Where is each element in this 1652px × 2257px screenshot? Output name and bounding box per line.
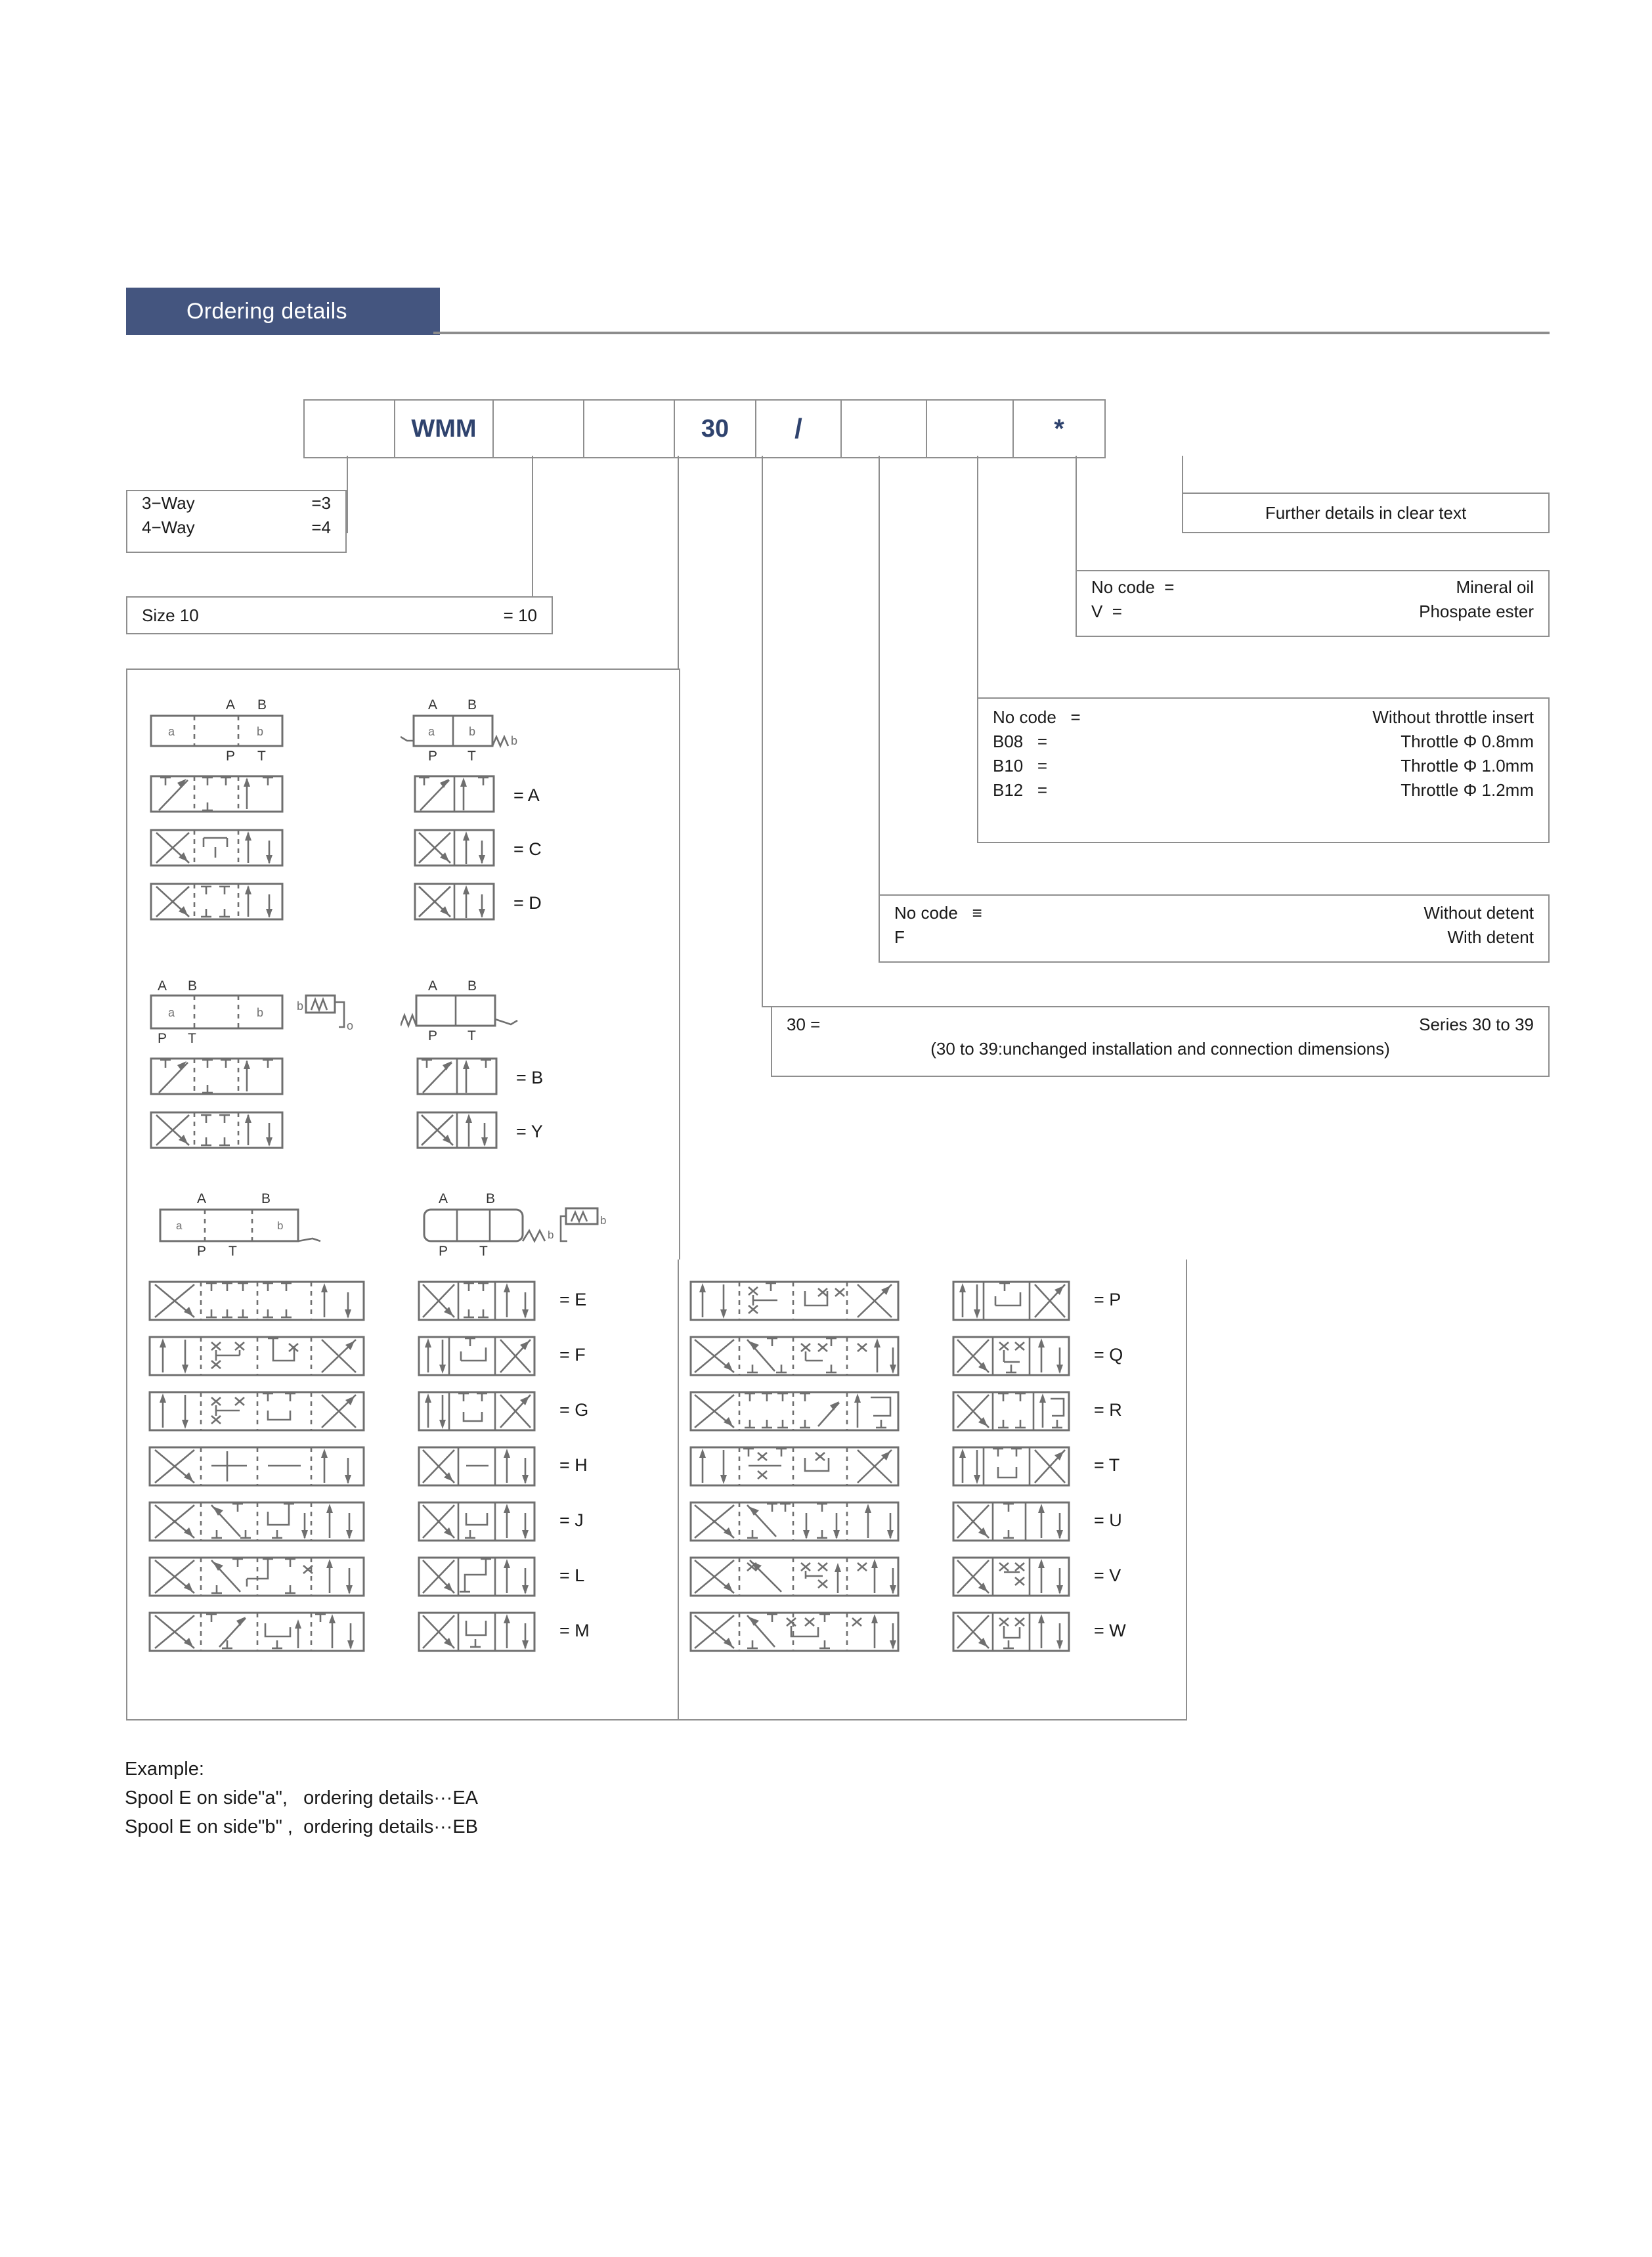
detent-row-0-key: No code ≡: [894, 903, 982, 923]
order-code-cell-3[interactable]: [584, 401, 675, 457]
port-label-P-g3r: P: [439, 1244, 448, 1259]
order-code-cell-8[interactable]: *: [1054, 414, 1064, 443]
order-code-cell-1[interactable]: WMM: [395, 401, 494, 457]
throttle-row-3-value: Throttle Φ 1.2mm: [1401, 779, 1534, 800]
spool-symbol-P: [952, 1279, 1070, 1323]
valve-actuator-left-g1: [148, 708, 286, 754]
valve-actuator-left-g3: [158, 1207, 374, 1249]
spool-code-V: = V: [1094, 1566, 1121, 1585]
spool-code-M: = M: [559, 1621, 590, 1640]
svg-text:a: a: [176, 1219, 183, 1232]
spool-symbol-wide-Q: [689, 1334, 900, 1378]
port-label-B-g2r: B: [467, 978, 477, 994]
spool-symbol-left-C: [148, 827, 286, 868]
spool-group-2-coded: [297, 978, 544, 1141]
leader-detent-vert: [879, 456, 880, 894]
throttle-row-2-key: B10 =: [993, 755, 1048, 776]
fluid-row-0: [1077, 575, 1548, 600]
spool-code-W: = W: [1094, 1621, 1126, 1640]
spool-symbol-E: [418, 1279, 536, 1323]
throttle-row-0-key: No code =: [993, 707, 1081, 727]
spool-code-A: = A: [513, 785, 540, 805]
detent-row-0: [880, 901, 1548, 925]
svg-text:b: b: [277, 1219, 284, 1232]
port-label-A-g3: A: [197, 1191, 207, 1206]
leader-fluid-vert: [1076, 456, 1077, 570]
spool-code-R: = R: [1094, 1400, 1122, 1420]
spool-symbol-wide-P: [689, 1279, 900, 1323]
spool-symbol-Y: [416, 1110, 498, 1150]
port-label-P-g2: P: [158, 1031, 167, 1046]
port-label-B-g2: B: [188, 978, 198, 994]
spool-code-C: = C: [513, 839, 542, 859]
spool-symbol-wide-H: [148, 1445, 365, 1488]
spool-code-P: = P: [1094, 1290, 1121, 1309]
detent-row-0-value: Without detent: [1424, 903, 1534, 923]
throttle-row-0: [978, 705, 1548, 730]
spool-symbol-wide-W: [689, 1610, 900, 1654]
spool-symbol-wide-T: [689, 1445, 900, 1488]
ways-row-0: [127, 491, 345, 515]
leader-series-horz: [762, 1006, 771, 1007]
valve-actuator-right-g1: [401, 708, 519, 754]
order-code-cell-5[interactable]: /: [756, 401, 842, 457]
port-label-P-g1r: P: [428, 749, 438, 764]
fluid-row-1-key: V =: [1091, 601, 1122, 621]
spool-group-3-header-right: [408, 1191, 619, 1259]
series-line1: Series 30 to 39: [1419, 1015, 1534, 1034]
spool-group-1-coded: [401, 697, 542, 913]
series-row-bottom: [772, 1037, 1548, 1061]
size-row-0-key: Size 10: [142, 605, 199, 625]
spool-code-Y: = Y: [516, 1122, 543, 1141]
port-label-A-g1: A: [226, 697, 236, 712]
svg-text:o: o: [347, 1019, 354, 1032]
spool-symbol-L: [418, 1555, 536, 1598]
svg-text:a: a: [168, 1006, 175, 1019]
ways-row-0-key: 3−Way: [142, 493, 195, 513]
spool-code-U: = U: [1094, 1510, 1122, 1530]
leader-ways-vert: [347, 456, 348, 532]
port-label-A-g1r: A: [428, 697, 438, 712]
port-label-A-g3r: A: [439, 1191, 448, 1206]
order-code-cell-0[interactable]: [305, 401, 395, 457]
spool-symbol-A: [414, 774, 495, 814]
svg-text:a: a: [428, 725, 435, 738]
spool-group-3-header: [158, 1191, 374, 1259]
ways-row-1-value: =4: [311, 517, 331, 537]
spool-symbol-J: [418, 1500, 536, 1543]
port-label-B-g3: B: [261, 1191, 271, 1206]
svg-text:a: a: [168, 725, 175, 738]
port-label-T-g1r: T: [467, 749, 476, 764]
fluid-row-1: [1077, 600, 1548, 624]
spool-code-Q: = Q: [1094, 1345, 1123, 1365]
leader-spool-vert: [678, 456, 679, 668]
spool-symbol-wide-M: [148, 1610, 365, 1654]
port-label-P-g1: P: [226, 749, 236, 764]
page-title: Ordering details: [186, 298, 347, 324]
spool-group-1: [148, 697, 286, 764]
spool-symbol-wide-L: [148, 1555, 365, 1598]
spool-symbol-wide-R: [689, 1390, 900, 1433]
header-banner: [126, 288, 440, 335]
throttle-callout: [977, 697, 1550, 843]
order-code-row: [303, 399, 1106, 458]
detent-row-1-key: F: [894, 927, 905, 947]
spool-symbol-wide-J: [148, 1500, 365, 1543]
spool-symbol-D: [414, 881, 495, 922]
throttle-row-3-key: B12 =: [993, 779, 1048, 800]
leader-series-vert: [762, 456, 763, 1006]
spool-code-J: = J: [559, 1510, 584, 1530]
svg-text:b: b: [469, 725, 476, 738]
ways-callout: [126, 490, 347, 553]
order-code-cell-4[interactable]: 30: [675, 401, 756, 457]
fluid-row-0-key: No code =: [1091, 577, 1175, 597]
spool-symbol-left-A: [148, 774, 286, 814]
spool-symbol-B: [416, 1056, 498, 1097]
port-label-A-g2: A: [158, 978, 167, 994]
example-line-2: Spool E on side"b" , ordering details···EB: [125, 1816, 479, 1838]
port-label-T-g3: T: [228, 1244, 237, 1259]
ways-row-0-value: =3: [311, 493, 331, 513]
further-details-callout: [1182, 493, 1550, 533]
spool-code-T: = T: [1094, 1455, 1120, 1475]
throttle-row-2: [978, 754, 1548, 778]
port-label-T-g1: T: [257, 749, 266, 764]
throttle-row-1-key: B08 =: [993, 731, 1048, 751]
spool-symbol-Q: [952, 1334, 1070, 1378]
series-callout: [771, 1006, 1550, 1077]
svg-text:b: b: [257, 725, 264, 738]
spool-symbol-left-D: [148, 881, 286, 922]
size-row-0: [127, 603, 552, 628]
svg-text:b: b: [600, 1214, 607, 1227]
order-code-cell-2[interactable]: [494, 401, 584, 457]
port-label-B-g1r: B: [467, 697, 477, 712]
spool-symbol-T: [952, 1445, 1070, 1488]
example-line-1: Spool E on side"a", ordering details···EA: [125, 1787, 479, 1809]
port-label-P-g2r: P: [428, 1028, 438, 1043]
spool-group-2: [148, 978, 286, 1046]
series-row-top: [772, 1013, 1548, 1037]
port-label-T-g3r: T: [479, 1244, 488, 1259]
spool-code-B: = B: [516, 1068, 544, 1087]
spool-symbol-R: [952, 1390, 1070, 1433]
throttle-row-1-value: Throttle Φ 0.8mm: [1401, 731, 1534, 751]
spool-symbol-left-Y: [148, 1110, 286, 1150]
throttle-row-2-value: Throttle Φ 1.0mm: [1401, 755, 1534, 776]
spool-symbol-wide-E: [148, 1279, 365, 1323]
fluid-row-1-value: Phospate ester: [1419, 601, 1534, 621]
svg-text:b: b: [257, 1006, 264, 1019]
leader-size-vert: [532, 456, 533, 598]
spool-symbol-left-B: [148, 1056, 286, 1097]
spool-code-G: = G: [559, 1400, 589, 1420]
leader-throttle-vert: [977, 456, 978, 697]
valve-actuator-left-g2: [148, 993, 286, 1034]
port-label-T-g2r: T: [467, 1028, 476, 1043]
throttle-row-0-value: Without throttle insert: [1372, 707, 1534, 727]
further-details-text: Further details in clear text: [1265, 502, 1467, 523]
valve-actuator-right-g3: [408, 1207, 619, 1249]
detent-row-1-value: With detent: [1447, 927, 1534, 947]
spool-symbol-wide-F: [148, 1334, 365, 1378]
spool-code-H: = H: [559, 1455, 588, 1475]
spool-symbol-M: [418, 1610, 536, 1654]
spool-symbol-G: [418, 1390, 536, 1433]
size-callout: [126, 596, 553, 634]
ways-row-1-key: 4−Way: [142, 517, 195, 537]
spool-symbol-H: [418, 1445, 536, 1488]
spool-code-L: = L: [559, 1566, 585, 1585]
spool-code-E: = E: [559, 1290, 587, 1309]
series-prefix: 30 =: [787, 1015, 821, 1034]
port-label-P-g3: P: [197, 1244, 207, 1259]
detent-row-1: [880, 925, 1548, 950]
spool-symbol-wide-V: [689, 1555, 900, 1598]
spool-symbol-F: [418, 1334, 536, 1378]
spool-symbol-W: [952, 1610, 1070, 1654]
port-label-B-g1: B: [257, 697, 267, 712]
throttle-row-3: [978, 778, 1548, 802]
example-block: [125, 1755, 478, 1841]
spool-code-F: = F: [559, 1345, 586, 1365]
size-row-0-value: = 10: [503, 605, 537, 625]
spool-symbol-wide-U: [689, 1500, 900, 1543]
spool-symbol-panel-upper: [126, 668, 680, 1262]
spool-symbol-wide-G: [148, 1390, 365, 1433]
spool-symbol-V: [952, 1555, 1070, 1598]
spring-symbol-left-g2: [295, 993, 394, 1034]
port-label-B-g3r: B: [486, 1191, 496, 1206]
valve-actuator-right-g2: [401, 993, 538, 1034]
port-label-A-g2r: A: [428, 978, 438, 994]
detent-callout: [879, 894, 1550, 963]
svg-text:b: b: [297, 999, 304, 1013]
spool-symbol-C: [414, 827, 495, 868]
series-line2: (30 to 39:unchanged installation and connection dimensions): [930, 1038, 1390, 1059]
svg-text:b: b: [548, 1229, 554, 1241]
fluid-row-0-value: Mineral oil: [1456, 577, 1534, 597]
header-rule: [433, 332, 1550, 334]
order-code-cell-6[interactable]: [842, 401, 927, 457]
leader-further-vert: [1182, 456, 1183, 493]
port-label-T-g2: T: [188, 1031, 196, 1046]
spool-code-D: = D: [513, 893, 542, 913]
throttle-row-1: [978, 730, 1548, 754]
order-code-cell-7[interactable]: [927, 401, 1014, 457]
svg-text:b: b: [511, 734, 518, 747]
spool-symbol-U: [952, 1500, 1070, 1543]
leader-ways-stub: [347, 532, 348, 533]
example-title: Example:: [125, 1759, 204, 1780]
ways-row-1: [127, 515, 345, 540]
fluid-callout: [1076, 570, 1550, 637]
